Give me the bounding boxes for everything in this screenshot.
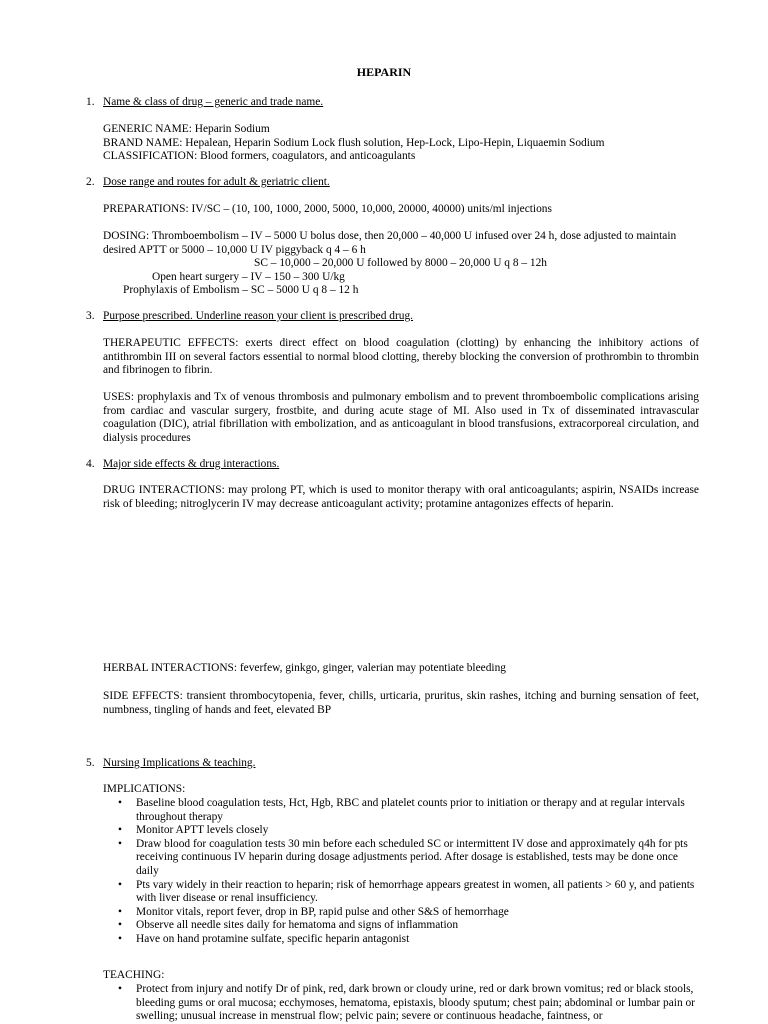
list-item: • Draw blood for coagulation tests 30 min before each scheduled SC or intermittent IV dose and approximately q4h for pts receiving continuous IV heparin during dosage adjustments period. After dosage is established, tests may be done once daily [103, 838, 699, 879]
dosing-line: Open heart surgery – IV – 150 – 300 U/kg [152, 270, 345, 283]
list-item: • Have on hand protamine sulfate, specific heparin antagonist [103, 933, 699, 947]
uses-text: USES: prophylaxis and Tx of venous thrombosis and pulmonary embolism and to prevent thromboembolic complications arising from cardiac and vascular surgery, frostbite, and during acute stage of MI. Also used in Tx of disseminated intravascular coagulation (DIC), atrial fibrillation with embolization, and as anticoagulant in blood transfusions, extracorporeal circulation, and dialysis procedures [103, 391, 699, 444]
dosing-line: SC – 10,000 – 20,000 U followed by 8000 – 20,000 U q 8 – 12h [254, 257, 547, 270]
drug-interactions: DRUG INTERACTIONS: may prolong PT, which is used to monitor therapy with oral anticoagulants; aspirin, NSAIDs increase risk of bleeding; nitroglycerin IV may decrease anticoagulant activity; protamine antagonizes effects of heparin. [103, 484, 699, 510]
section-title: Name & class of drug – generic and trade name. [103, 96, 324, 108]
list-item: • Pts vary widely in their reaction to heparin; risk of hemorrhage appears greatest in women, all patients > 60 y, and patients with liver disease or renal insufficiency. [103, 879, 699, 906]
implications-list [103, 797, 699, 947]
list-item: • Baseline blood coagulation tests, Hct, Hgb, RBC and platelet counts prior to initiation or therapy and at regular intervals throughout therapy [103, 797, 699, 824]
section-number: 3. [86, 310, 95, 322]
teaching-label: TEACHING: [103, 969, 165, 981]
preparations-text: PREPARATIONS: IV/SC – (10, 100, 1000, 2000, 5000, 10,000, 20000, 40000) units/ml injections [103, 203, 552, 215]
section-title: Dose range and routes for adult & geriatric client. [103, 176, 330, 188]
list-item: • Observe all needle sites daily for hematoma and signs of inflammation [103, 919, 699, 933]
classification: CLASSIFICATION: Blood formers, coagulators, and anticoagulants [103, 150, 416, 163]
section-number: 4. [86, 458, 95, 470]
list-item: • Protect from injury and notify Dr of pink, red, dark brown or cloudy urine, red or dark brown vomitus; red or black stools, bleeding gums or oral mucosa; ecchymoses, hematoma, epistaxis, bloody sputum; chest pain; abdominal or lumbar pain or swelling; unusual increase in menstrual flow; pelvic pain; severe or continuous headache, faintness, or [103, 983, 699, 1024]
section-title: Nursing Implications & teaching. [103, 757, 256, 769]
generic-name: GENERIC NAME: Heparin Sodium [103, 123, 270, 135]
herbal-interactions: HERBAL INTERACTIONS: feverfew, ginkgo, ginger, valerian may potentiate bleeding [103, 662, 506, 674]
section-number: 2. [86, 176, 95, 188]
list-item: • Monitor APTT levels closely [103, 824, 699, 838]
section-number: 5. [86, 757, 95, 769]
teaching-list [103, 983, 699, 1024]
document-title: HEPARIN [356, 65, 412, 79]
drug-names-block [103, 123, 699, 164]
dosing-line: Prophylaxis of Embolism – SC – 5000 U q 8 – 12 h [123, 284, 359, 297]
list-item: • Monitor vitals, report fever, drop in BP, rapid pulse and other S&S of hemorrhage [103, 906, 699, 920]
side-effects: SIDE EFFECTS: transient thrombocytopenia, fever, chills, urticaria, pruritus, skin rashes, itching and burning sensation of feet, numbness, tingling of hands and feet, elevated BP [103, 690, 699, 716]
implications-label: IMPLICATIONS: [103, 783, 186, 795]
section-title: Purpose prescribed. Underline reason your client is prescribed drug. [103, 310, 413, 322]
dosing-block [103, 230, 723, 298]
dosing-line: DOSING: Thromboembolism – IV – 5000 U bolus dose, then 20,000 – 40,000 U infused over 24 h, dose adjusted to maintain [103, 230, 677, 242]
brand-name: BRAND NAME: Hepalean, Heparin Sodium Lock flush solution, Hep-Lock, Lipo-Hepin, Liquaemin Sodium [103, 136, 605, 149]
section-title: Major side effects & drug interactions. [103, 458, 280, 470]
section-number: 1. [86, 96, 95, 108]
dosing-line: desired APTT or 5000 – 10,000 U IV piggyback q 4 – 6 h [103, 243, 366, 256]
therapeutic-effects: THERAPEUTIC EFFECTS: exerts direct effect on blood coagulation (clotting) by enhancing the inhibitory actions of antithrombin III on several factors essential to normal blood clotting, thereby blocking the conversion of prothrombin to thrombin and fibrinogen to fibrin. [103, 337, 699, 377]
